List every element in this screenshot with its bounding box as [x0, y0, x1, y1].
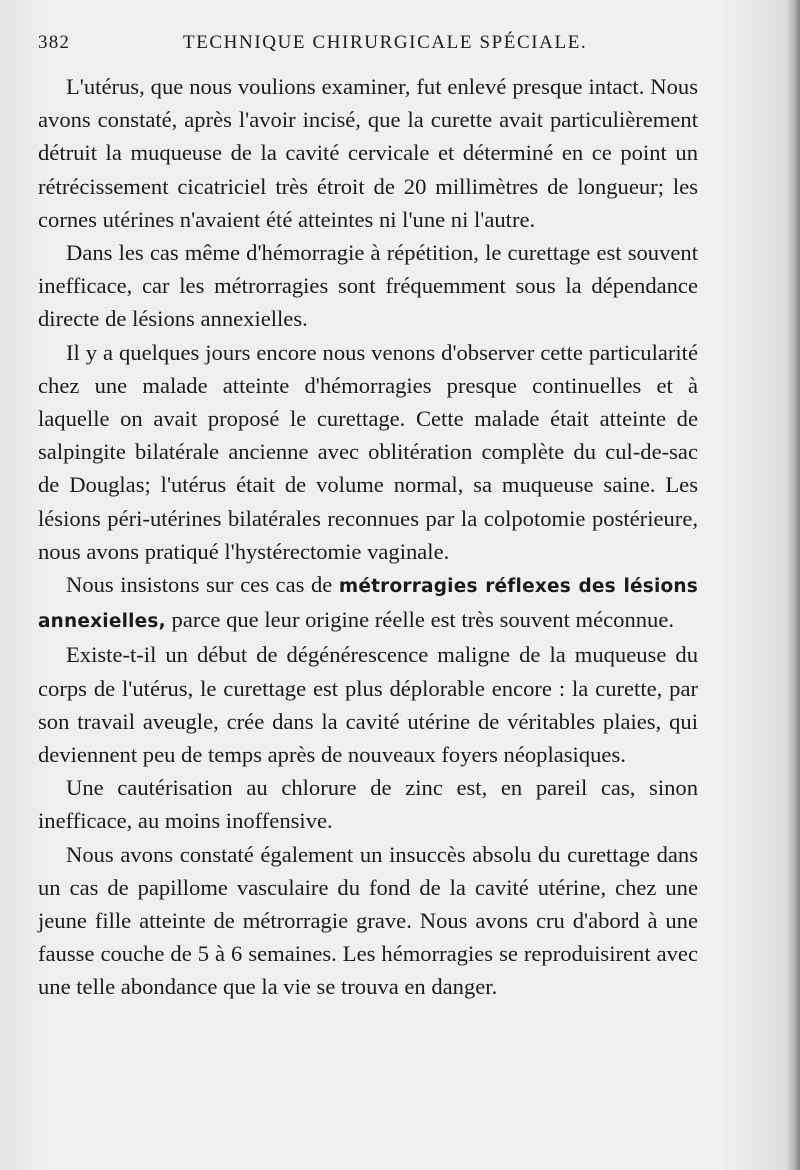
running-header — [38, 30, 738, 56]
paragraph-3: Il y a quelques jours encore nous venons d'observer cette particularité chez une malade atteinte d'hémorragies presque continuelles et à laquelle on avait proposé le curettage. Cette malade était atteinte de salpingite bilatérale ancienne avec oblitération complète du cul-de-sac de Douglas; l'utérus était de volume normal, sa muqueuse saine. Les lésions péri-utérines bilatérales reconnues par la colpotomie postérieure, nous avons pratiqué l'hystérectomie vaginale. — [38, 339, 698, 564]
page-number: 382 — [38, 32, 71, 53]
paragraph-6: Une cautérisation au chlorure de zinc est, en pareil cas, sinon inefficace, au moins inoffensive. — [38, 775, 698, 834]
paragraph-2: Dans les cas même d'hémorragie à répétition, le curettage est souvent inefficace, car les métrorragies sont fréquemment sous la dépendance directe de lésions annexielles. — [38, 240, 698, 332]
paragraph-5: Existe-t-il un début de dégénérescence maligne de la muqueuse du corps de l'utérus, le curettage est plus déplorable encore : la curette, par son travail aveugle, crée dans la cavité utérine de véritables plaies, qui deviennent peu de temps après de nouveaux foyers néoplasiques. — [38, 642, 698, 768]
paragraph-4-before: Nous insistons sur ces cas de — [66, 572, 339, 598]
running-title: TECHNIQUE CHIRURGICALE SPÉCIALE. — [183, 32, 588, 53]
paragraph-1: L'utérus, que nous voulions examiner, fut enlevé presque intact. Nous avons constaté, après l'avoir incisé, que la curette avait particulièrement détruit la muqueuse de la cavité cervicale et déterminé en ce point un rétrécissement cicatriciel très étroit de 20 millimètres de longueur; les cornes utérines n'avaient été atteintes ni l'une ni l'autre. — [38, 74, 698, 232]
paragraph-7: Nous avons constaté également un insuccès absolu du curettage dans un cas de papillome vasculaire du fond de la cavité utérine, chez une jeune fille atteinte de métrorragie grave. Nous avons cru d'abord à une fausse couche de 5 à 6 semaines. Les hémorragies se reproduisirent avec une telle abondance que la vie se trouva en danger. — [38, 841, 698, 1000]
paragraph-4 — [38, 568, 698, 638]
page-edge-shadow — [786, 0, 800, 1170]
emphasis-text: métrorragies réflexes des lésions annexielles, — [38, 576, 698, 633]
body-text — [38, 70, 698, 1004]
paragraph-4-after: parce que leur origine réelle est très souvent méconnue. — [165, 607, 675, 633]
